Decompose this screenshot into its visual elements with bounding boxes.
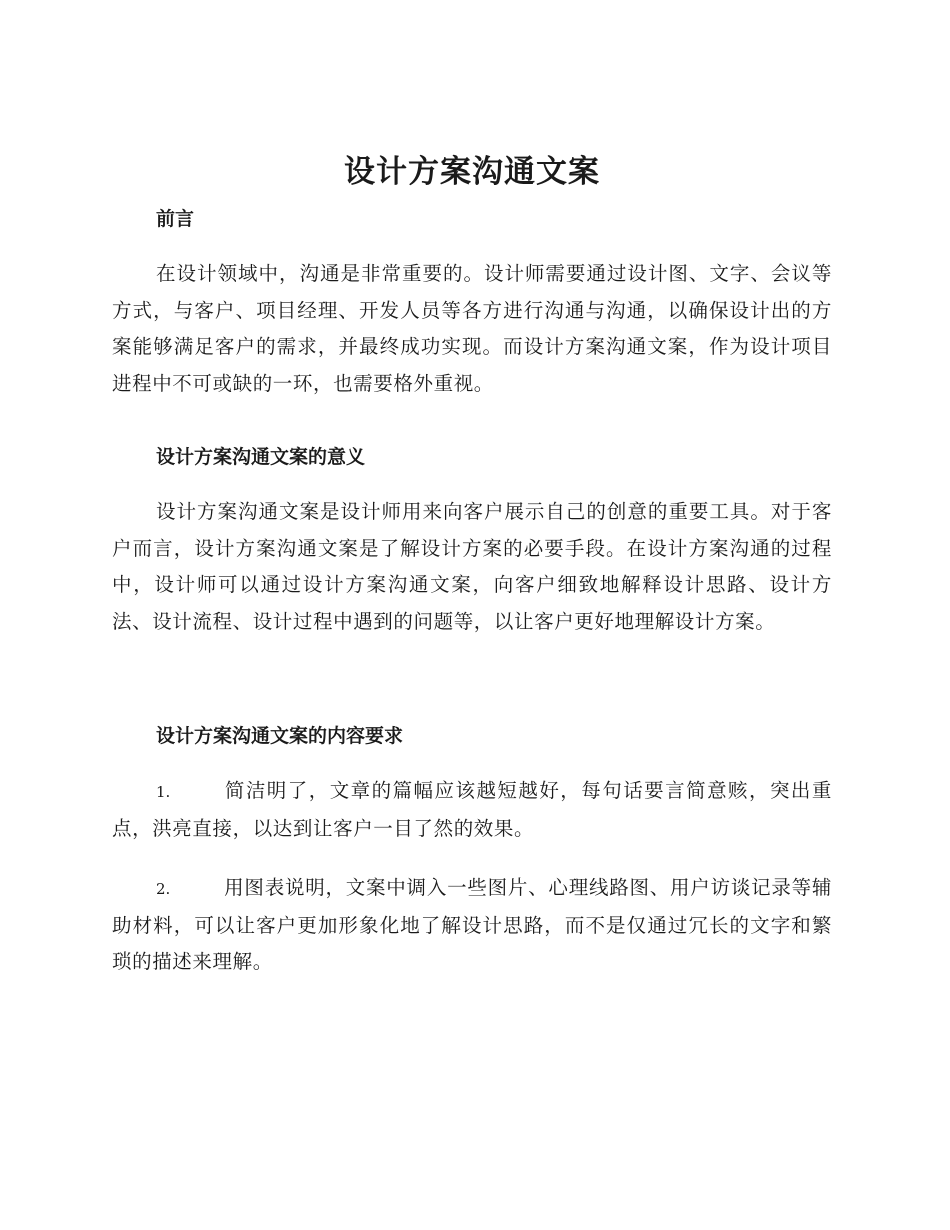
section-heading-significance: 设计方案沟通文案的意义 (156, 446, 366, 468)
section-heading-content-requirements: 设计方案沟通文案的内容要求 (156, 725, 404, 747)
section-heading-preface: 前言 (156, 208, 195, 230)
list-item-text: 用图表说明，文案中调入一些图片、心理线路图、用户访谈记录等辅助材料，可以让客户更加形象化地了解设计思路，而不是仅通过冗长的文字和繁琐的描述来理解。 (112, 876, 832, 973)
list-item-number: 1. (156, 783, 171, 801)
list-item (112, 773, 832, 847)
significance-paragraph: 设计方案沟通文案是设计师用来向客户展示自己的创意的重要工具。对于客户而言，设计方案沟通文案是了解设计方案的必要手段。在设计方案沟通的过程中，设计师可以通过设计方案沟通文案，向客户细致地解释设计思路、设计方法、设计流程、设计过程中遇到的问题等，以让客户更好地理解设计方案。 (112, 500, 832, 633)
preface-paragraph: 在设计领域中，沟通是非常重要的。设计师需要通过设计图、文字、会议等方式，与客户、项目经理、开发人员等各方进行沟通与沟通，以确保设计出的方案能够满足客户的需求，并最终成功实现。而设计方案沟通文案，作为设计项目进程中不可或缺的一环，也需要格外重视。 (112, 262, 832, 395)
list-item-text: 简洁明了，文章的篇幅应该越短越好，每句话要言简意赅，突出重点，洪亮直接，以达到让客户一目了然的效果。 (112, 779, 832, 840)
list-item (112, 870, 832, 981)
document-title: 设计方案沟通文案 (344, 154, 600, 190)
list-item-number: 2. (156, 880, 171, 898)
